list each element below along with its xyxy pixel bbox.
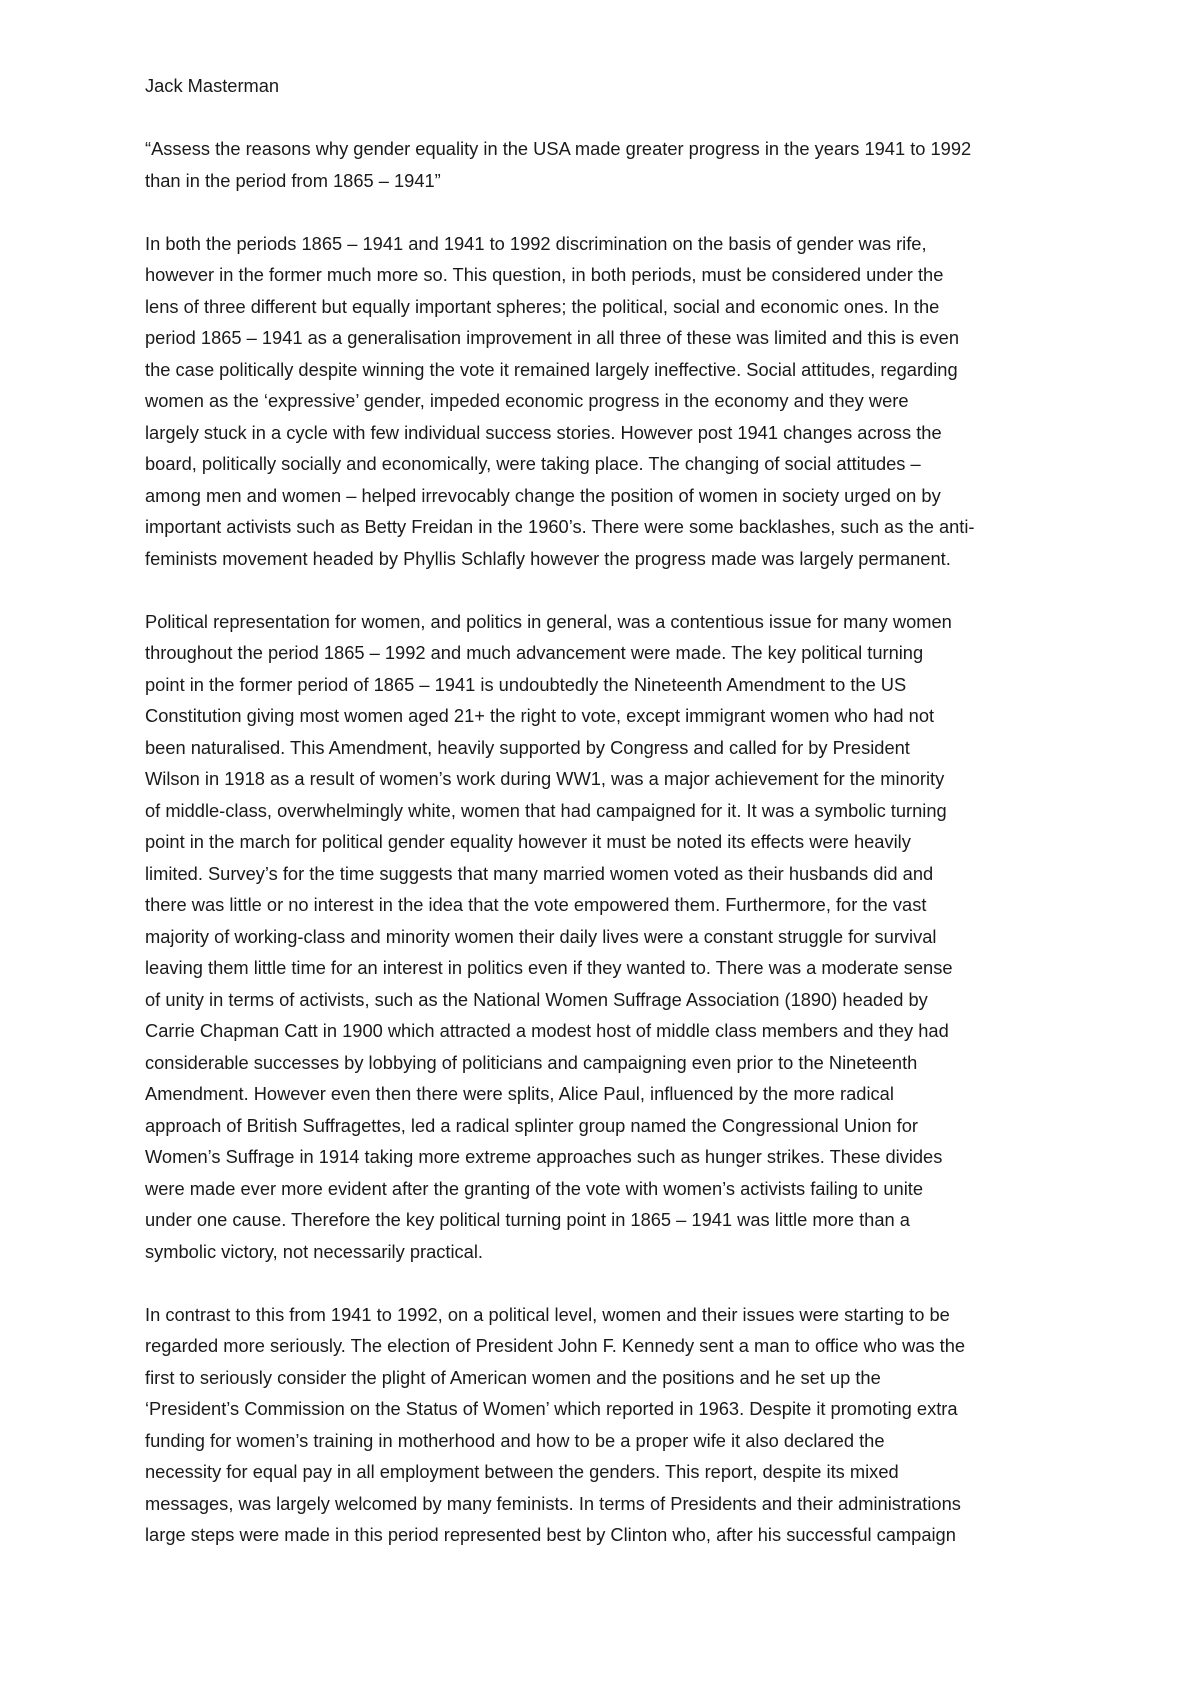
text-line: necessity for equal pay in all employment between the genders. This report, despite its mixed (145, 1461, 899, 1482)
text-line: point in the former period of 1865 – 1941 is undoubtedly the Nineteenth Amendment to the US (145, 673, 907, 695)
text-line: were made ever more evident after the granting of the vote with women’s activists failing to unite (145, 1177, 924, 1199)
text-line: regarded more seriously. The election of President John F. Kennedy sent a man to office who was the (145, 1335, 966, 1356)
text-line: throughout the period 1865 – 1992 and much advancement were made. The key political turning (145, 642, 924, 663)
blank-line (145, 1267, 1065, 1299)
text-line: ‘President’s Commission on the Status of Women’ which reported in 1963. Despite it promoting extra (145, 1398, 958, 1419)
essay-question (145, 133, 1065, 196)
text-line: largely stuck in a cycle with few individual success stories. However post 1941 changes across the (145, 421, 942, 443)
text-line: however in the former much more so. This question, in both periods, must be considered under the (145, 264, 944, 285)
text-line: considerable successes by lobbying of politicians and campaigning even prior to the Nineteenth (145, 1051, 918, 1073)
text-line: point in the march for political gender equality however it must be noted its effects were heavily (145, 831, 911, 852)
question-line: than in the period from 1865 – 1941” (145, 169, 441, 191)
text-line: messages, was largely welcomed by many feminists. In terms of Presidents and their administrations (145, 1492, 961, 1514)
paragraph-introduction (145, 228, 1065, 575)
text-line: the case politically despite winning the vote it remained largely ineffective. Social attitudes, regarding (145, 358, 958, 380)
text-line: period 1865 – 1941 as a generalisation improvement in all three of these was limited and this is even (145, 327, 959, 348)
text-line: Wilson in 1918 as a result of women’s work during WW1, was a major achievement for the minority (145, 768, 945, 789)
text-line: In contrast to this from 1941 to 1992, on a political level, women and their issues were starting to be (145, 1303, 950, 1325)
text-line: been naturalised. This Amendment, heavily supported by Congress and called for by President (145, 736, 910, 758)
text-line: under one cause. Therefore the key political turning point in 1865 – 1941 was little more than a (145, 1209, 910, 1230)
text-line: important activists such as Betty Freidan in the 1960’s. There were some backlashes, such as the anti- (145, 516, 975, 537)
text-line: among men and women – helped irrevocably change the position of women in society urged on by (145, 484, 941, 506)
text-line: majority of working-class and minority women their daily lives were a constant struggle for survival (145, 925, 937, 947)
blank-line (145, 102, 1065, 134)
text-line: limited. Survey’s for the time suggests that many married women voted as their husbands did and (145, 862, 934, 884)
text-line: Women’s Suffrage in 1914 taking more extreme approaches such as hunger strikes. These divides (145, 1146, 943, 1167)
text-line: feminists movement headed by Phyllis Schlafly however the progress made was largely permanent. (145, 547, 951, 569)
paragraph-political-1941-1992 (145, 1299, 1065, 1551)
blank-line (145, 196, 1065, 228)
text-line: women as the ‘expressive’ gender, impeded economic progress in the economy and they were (145, 390, 909, 411)
text-line: In both the periods 1865 – 1941 and 1941 to 1992 discrimination on the basis of gender was rife, (145, 232, 927, 254)
paragraph-political-1865-1941 (145, 606, 1065, 1268)
text-line: lens of three different but equally important spheres; the political, social and economic ones. In the (145, 295, 940, 317)
text-line: there was little or no interest in the idea that the vote empowered them. Furthermore, for the vast (145, 894, 927, 915)
text-line: approach of British Suffragettes, led a radical splinter group named the Congressional Union for (145, 1114, 918, 1136)
text-line: leaving them little time for an interest in politics even if they wanted to. There was a moderate sense (145, 957, 953, 978)
text-line: Constitution giving most women aged 21+ the right to vote, except immigrant women who had not (145, 705, 935, 726)
question-line: “Assess the reasons why gender equality in the USA made greater progress in the years 1941 to 1992 (145, 138, 972, 159)
text-line: of unity in terms of activists, such as the National Women Suffrage Association (1890) headed by (145, 988, 928, 1010)
text-line: Carrie Chapman Catt in 1900 which attracted a modest host of middle class members and they had (145, 1020, 949, 1041)
text-line: large steps were made in this period represented best by Clinton who, after his successful campaign (145, 1524, 956, 1545)
text-line: symbolic victory, not necessarily practical. (145, 1240, 483, 1262)
text-line: of middle-class, overwhelmingly white, women that had campaigned for it. It was a symbolic turning (145, 799, 947, 821)
text-line: Amendment. However even then there were splits, Alice Paul, influenced by the more radical (145, 1083, 894, 1104)
text-line: board, politically socially and economically, were taking place. The changing of social attitudes – (145, 453, 921, 474)
text-line: funding for women’s training in motherhood and how to be a proper wife it also declared the (145, 1429, 885, 1451)
blank-line (145, 574, 1065, 606)
document-body (145, 70, 1065, 1551)
text-line: Political representation for women, and politics in general, was a contentious issue for many women (145, 610, 952, 632)
text-line: first to seriously consider the plight of American women and the positions and he set up the (145, 1366, 881, 1388)
author-name: Jack Masterman (145, 75, 280, 96)
